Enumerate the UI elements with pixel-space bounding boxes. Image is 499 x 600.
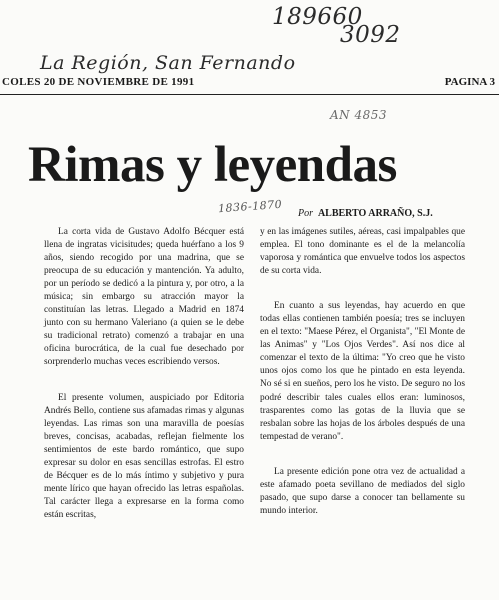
article-byline [298,208,433,219]
archive-stamp: AN 4853 [330,108,388,122]
newspaper-dateline [0,76,499,95]
paragraph: La presente edición pone otra vez de actualidad a este afamado poeta sevillano de mediados del siglo pasado, que supo darse a conocer tan bellamente su mundo interior. [260,466,465,516]
article-column-right [260,226,465,518]
paragraph: El presente volumen, auspiciado por Editoria Andrés Bello, contiene sus afamadas rimas y algunas leyendas. Las rimas son una maravilla de poesías breves, concisas, acabadas, reflejan fielmente los sentimientos de este bardo romántico, que supo expresar su dolor en esas sencillas estrofas. El estro de Bécquer es de lo más íntimo y subjetivo y pura mente lírico que hayan ofrecido las letras españolas. Tal carácter llega a expresarse en la forma como están escritas, [44,392,244,520]
issue-date: COLES 20 DE NOVIEMBRE DE 1991 [2,76,195,88]
handwritten-source-note: La Región, San Fernando [40,52,296,74]
article-title: Rimas y leyendas [28,137,397,193]
handwritten-page-reference: 3092 [340,22,401,48]
byline-prefix: Por [298,208,313,219]
paragraph: La corta vida de Gustavo Adolfo Bécquer está llena de ingratas vicisitudes; queda huérfano a los 9 años, siendo recogido por una madrina, que se preocupa de su educación y mantención. Ya adulto, por un período se dedicó a la pintura y, por otro, a la música; sin embargo su atracción mayor la constituían las letras. Llegado a Madrid en 1874 junto con su hermano Valeriano (a quien se le debe su tradicional retrato) comenzó a trabajar en una oficina burocrática, de la cual fue desechado por sorprenderlo muchas veces escribiendo versos. [44,227,244,368]
handwritten-catalog-number: 189660 [272,4,363,30]
page-number: PAGINA 3 [444,76,495,88]
author-name: ALBERTO ARRAÑO, S.J. [317,208,433,219]
handwritten-years-note: 1836-1870 [217,197,283,216]
paragraph: y en las imágenes sutiles, aéreas, casi impalpables que emplea. El tono dominante es el de la melancolía vaporosa y romántica que envuelve todos los aspectos de su corta vida. [260,227,465,277]
article-column-left [44,226,244,522]
paragraph: En cuanto a sus leyendas, hay acuerdo en que todas ellas contienen también poesía; tres se incluyen en el texto: "Maese Pérez, el Organista", "El Monte de las Animas" y "Los Ojos Verdes". Así nos dice al comenzar el texto de la última: "Yo creo que he visto unos ojos como los que he pintado en esta leyenda. No sé si en sueños, pero los he visto. De seguro no los podré describir tales cuales ellos eran: luminosos, trasparentes como las gotas de la lluvia que se resbalan sobre las hojas de los árboles después de una tempestad de verano". [260,301,465,442]
